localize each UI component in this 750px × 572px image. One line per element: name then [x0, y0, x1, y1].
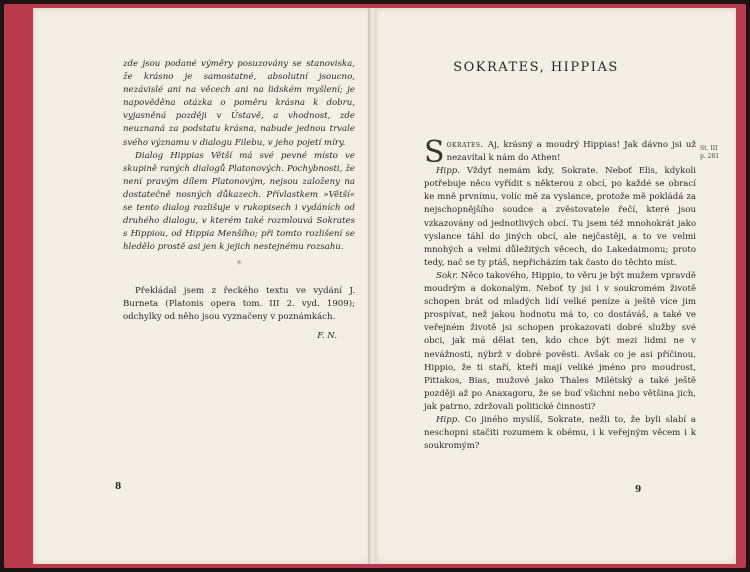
dialogue-line-3 — [424, 270, 696, 414]
page-number-left: 8 — [115, 482, 122, 492]
margin-note-volume: St. III — [700, 145, 718, 152]
dialogue-line-1 — [424, 135, 696, 170]
dialogue-line-2 — [424, 165, 696, 270]
right-page — [376, 8, 736, 564]
speaker-label: Hipp. — [436, 414, 460, 425]
margin-note-page: p. 281 — [700, 153, 720, 160]
ornament-asterisk: * — [236, 260, 242, 271]
page-number-right: 9 — [635, 485, 642, 495]
signature: F. N. — [317, 330, 337, 341]
paragraph-1: zde jsou podané výměry posuzovány se stanoviska, že krásno je samostatné, absolutní jsoucno, nezávislé ani na věcech ani na lidském myšlení; je napověděna otázka o poměru krásna k dobru, vyjasněná později v Ústavě, a vhodnost, zde neuznaná za podstatu krásna, nabude jednou trvale svého významu v dialogu Filebu, v jeho pojetí míry. — [123, 59, 355, 148]
right-page-text — [424, 135, 697, 453]
speaker-label: Sokr. — [436, 270, 459, 281]
margin-note — [700, 145, 719, 161]
page-title: SOKRATES, HIPPIAS — [453, 60, 619, 75]
speaker-label: okrates. — [446, 140, 484, 150]
dialogue-text: Co jiného myslíš, Sokrate, nežli to, že byli slabí a neschopni stačiti rozumem k obému, i k veřejným věcem i k soukromým? — [424, 414, 697, 452]
drop-cap: S — [424, 135, 445, 170]
dialogue-line-4 — [424, 414, 696, 453]
left-page-text — [123, 58, 355, 343]
dialogue-text: Vždyť nemám kdy, Sokrate. Neboť Elis, kdykoli potřebuje něco vyřídit s některou z obcí, po každé se obrací ke mně prvnímu, volíc mě za vyslance, protože mě pokládá za nejschopnějšího soudce a zvěstovatele řečí, které jsou vzkazovány od jednotlivých obcí. Tu jsem též mnohokrát jako vyslance táhl do jiných obcí, ale nejčastěji, a to ve velmi mnohých a velmi důležitých věcech, do Lakedaimonu; proto tedy, nač se ty ptáš, nepřicházím tak často do těchto míst. — [424, 166, 696, 268]
paragraph-3: Překládal jsem z řeckého textu ve vydání J. Burneta (Platonis opera tom. III 2. vyd. 1909); odchylky od něho jsou vyznačeny v poznámkách. — [123, 285, 355, 322]
paragraph-2: Dialog Hippias Větší má své pevné místo ve skupině raných dialogů Platonových. Pochybnosti, že není pravým dílem Platonovým, nejsou založeny na dostatečně nosných důkazech. Přívlastkem »Větší« se tento dialog rozlišuje v rukopisech i vydáních od druhého dialogu, v kterém také rozmlouvá Sokrates s Hippiou, od Hippia Menšího; při tomto rozlišení se hledělo prostě asi jen k jejich nestejnému rozsahu. — [123, 150, 355, 253]
left-page — [33, 8, 371, 564]
speaker-label: Hipp. — [436, 166, 460, 177]
dialogue-text: Něco takového, Hippio, to věru je být mužem vpravdě moudrým a dokonalým. Neboť ty jsi i v soukromém životě schopen brát od mladých lidí velké peníze a ještě více jim prospívat, než jakou hodnotu má to, co dostáváš, a také ve veřejném životě jsi schopen prokazovati dobré služby své obci, jak má dělat ten, kdo chce být mezi lidmi ne v nevážnosti, nýbrž v dobré pověsti. Avšak co je asi příčinou, Hippio, že ti staří, kteří mají veliké jméno pro moudrost, Pittakos, Bias, mužové jako Thales Milétský a také ještě později až po Anaxagoru, že se buď všichni nebo většina jich, jak patrno, zdržovali politické činnosti? — [424, 270, 696, 412]
dialogue-text: Aj, krásný a moudrý Hippias! Jak dávno jsi už nezavítal k nám do Athen! — [446, 140, 696, 164]
